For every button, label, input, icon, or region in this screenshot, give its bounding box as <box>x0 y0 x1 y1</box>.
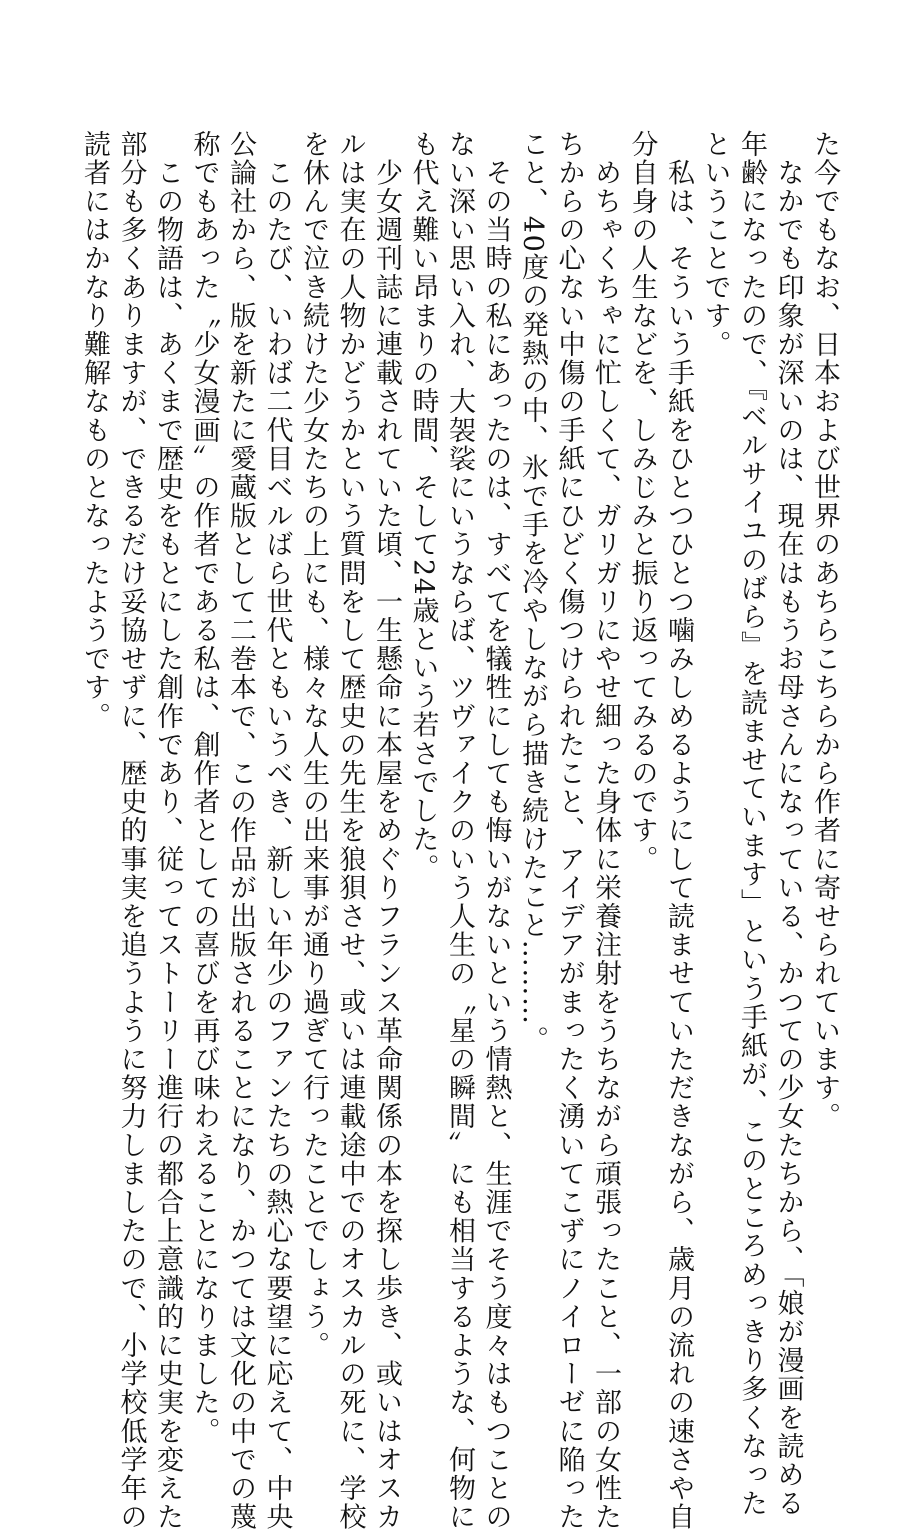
vertical-text-body <box>52 130 842 1531</box>
text-line: こと、40度の発熱の中、氷で手を冷やしながら描き続けたこと………。 <box>517 130 548 1055</box>
text-line: めちゃくちゃに忙しくて、ガリガリにやせ細った身体に栄養注射をうちながら頑張ったこと、一部の女性た <box>590 130 621 1531</box>
text-line: を休んで泣き続けた少女たちの上にも、様々な人生の出来事が通り過ぎて行ったことでしょう。 <box>298 130 329 1360</box>
text-line: 分自身の人生などを、しみじみと振り返ってみるのです。 <box>626 130 658 874</box>
text-line: ない深い思い入れ、大袈裟にいうならば、ツヴァイクのいう人生の〝星の瞬間〟にも相当するような、何物に <box>444 130 475 1531</box>
text-line: 読者にはかなり難解なものとなったようです。 <box>79 130 110 731</box>
text-line: 公論社から、版を新たに愛蔵版として二巻本で、この作品が出版されることになり、かつては文化の中での蔑 <box>225 130 256 1531</box>
text-line: このたび、いわば二代目ベルばら世代ともいうべき、新しい年少のファンたちの熱心な要望に応えて、中央 <box>261 130 293 1531</box>
text-line: も代え難い昂まりの時間、そして24歳という若さでした。 <box>407 130 439 883</box>
text-line: なかでも印象が深いのは、現在はもうお母さんになっている、かつての少女たちから、「娘が漫画を読める <box>772 130 804 1518</box>
text-line: 少女週刊誌に連載されていた頃、一生懸命に本屋をめぐりフランス革命関係の本を探し歩き、或いはオスカ <box>371 130 402 1531</box>
text-line: 称でもあった〝少女漫画〟の作者である私は、創作者としての喜びを再び味わえることになりました。 <box>188 130 220 1446</box>
text-line: 部分も多くありますが、できるだけ妥協せずに、歴史的事実を追うように努力しましたので、小学校低学年の <box>115 130 147 1531</box>
text-line: その当時の私にあったのは、すべてを犠牲にしても悔いがないという情熱と、生涯でそう度々はもつことの <box>480 130 512 1531</box>
text-line: ということです。 <box>699 130 731 359</box>
text-line: 私は、そういう手紙をひとつひとつ噛みしめるようにして読ませていただきながら、歳月の流れの速さや自 <box>663 130 694 1531</box>
text-line: ちからの心ない中傷の手紙にひどく傷つけられたこと、アイデアがまったく湧いてこずにノイローゼに陥った <box>553 130 585 1531</box>
text-line: ルは実在の人物かどうかという質問をして歴史の先生を狼狽させ、或いは連載途中でのオスカルの死に、学校 <box>334 130 366 1531</box>
text-line: た今でもなお、日本および世界のあちらこちらから作者に寄せられています。 <box>809 130 840 1131</box>
text-line: この物語は、あくまで歴史をもとにした創作であり、従ってストーリー進行の都合上意識的に史実を変えた <box>152 130 183 1531</box>
text-line: 年齢になったので、『ベルサイユのばら』を読ませています」という手紙が、このところめっきり多くなった <box>736 130 767 1518</box>
